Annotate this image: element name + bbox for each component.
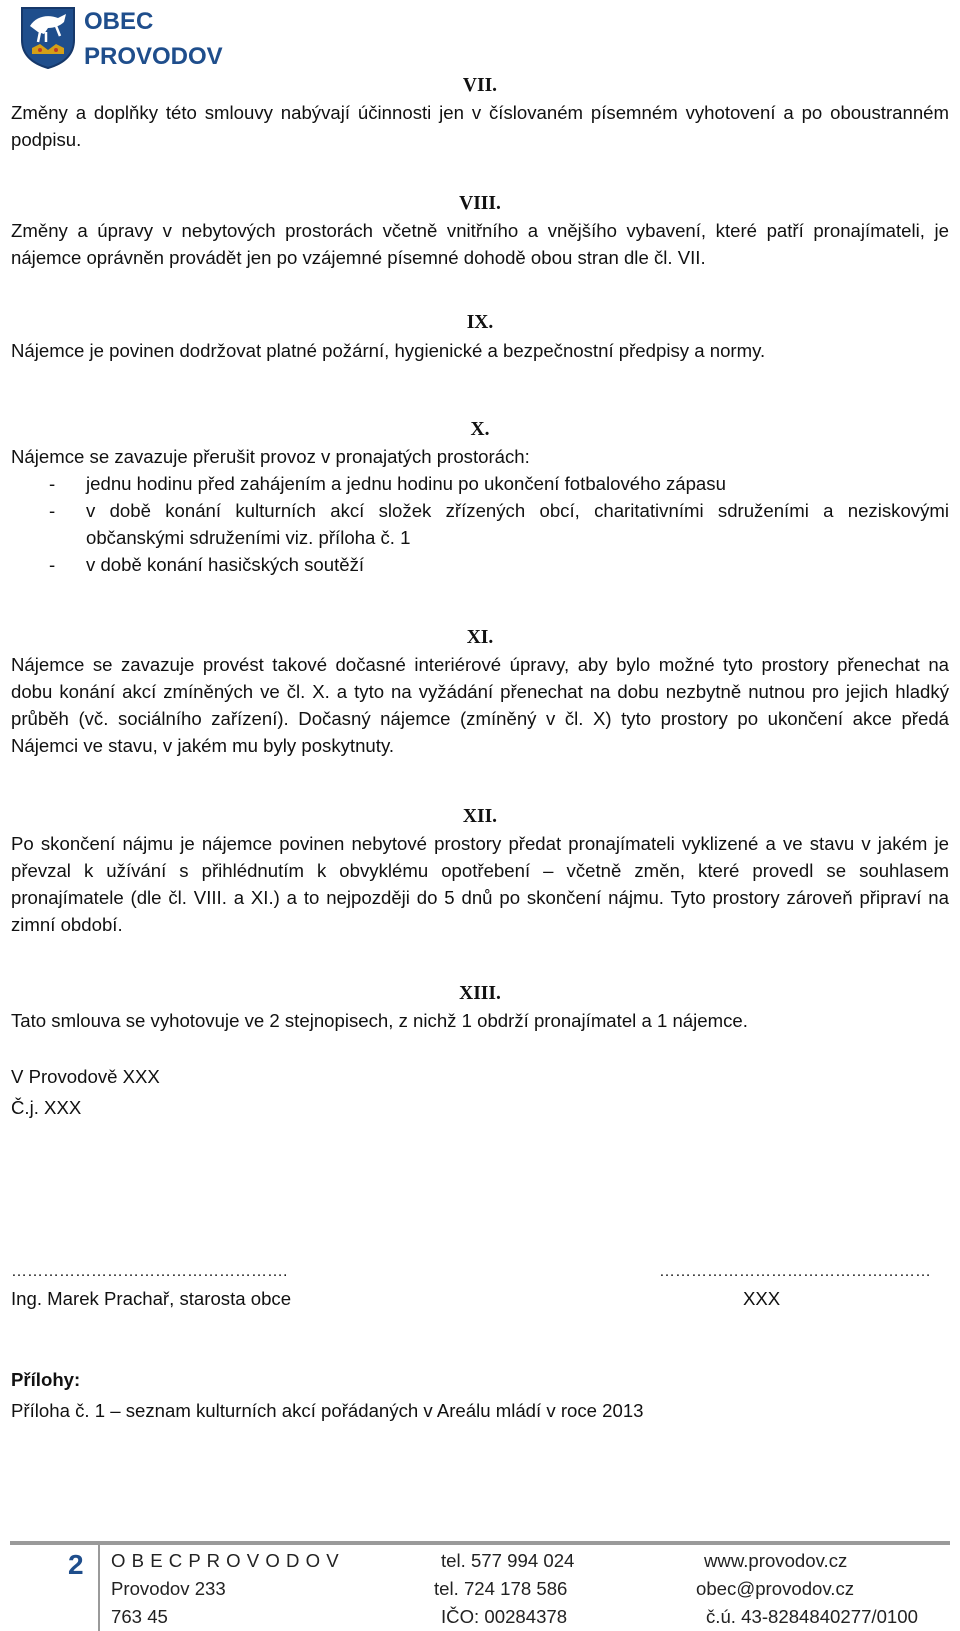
signature-line-right: …………………………………………… — [659, 1263, 931, 1280]
footer-email-link[interactable]: obec@provodov.cz — [696, 1578, 855, 1599]
footer-divider — [10, 1541, 950, 1545]
section-heading-10: X. — [470, 419, 490, 440]
section-heading-11: XI. — [466, 627, 494, 648]
footer-vertical-divider — [98, 1545, 100, 1631]
logo-line-1: OBEC — [84, 8, 154, 35]
logo-text — [84, 4, 223, 74]
list-item: - jednu hodinu před zahájením a jednu hodinu po ukončení fotbalového zápasu — [49, 473, 726, 494]
list-item: - v době konání hasičských soutěží — [49, 554, 365, 575]
signature-name-left: Ing. Marek Prachař, starosta obce — [11, 1288, 292, 1309]
footer-phone-2: tel. 724 178 586 — [434, 1578, 568, 1599]
section-text-7: Změny a doplňky této smlouvy nabývají účinnosti jen v číslovaném písemném vyhotovení a po oboustranném podpisu. — [11, 102, 949, 150]
section-heading-8: VIII. — [459, 193, 501, 214]
reference-number: Č.j. XXX — [11, 1097, 82, 1118]
section-text-12: Po skončení nájmu je nájemce povinen nebytové prostory předat pronajímateli vyklizené a ve stavu v jakém je převzal k užívání s přihlédnutím k obvyklému opotřebení – včetně změn, které provedl se souhlasem pronajímatele (dle čl. VIII. a XI.) a to nejpozději do 5 dnů po skončení nájmu. Tyto prostory zároveň připraví na zimní období. — [11, 833, 949, 935]
footer-website-link[interactable]: www.provodov.cz — [704, 1550, 848, 1571]
section-text-8: Změny a úpravy v nebytových prostorách včetně vnitřního a vnějšího vybavení, které patří pronajímateli, je nájemce oprávněn provádět jen po vzájemné písemné dohodě obou stran dle čl. VII. — [11, 220, 949, 268]
section-text-13: Tato smlouva se vyhotovuje ve 2 stejnopisech, z nichž 1 obdrží pronajímatel a 1 nájemce. — [11, 1010, 748, 1031]
list-item: - v době konání kulturních akcí složek zřízených obcí, charitativními sdruženími a neziskovými občanskými sdruženími viz. příloha č. 1 — [49, 500, 949, 548]
footer-bank-account: č.ú. 43-8284840277/0100 — [706, 1606, 918, 1627]
signature-line-left: ……………………………………………. — [11, 1263, 288, 1280]
section-heading-9: IX. — [466, 312, 494, 333]
place-date: V Provodově XXX — [11, 1066, 160, 1087]
section-list-10 — [11, 470, 949, 578]
section-heading-12: XII. — [462, 806, 498, 827]
logo-line-2: PROVODOV — [84, 43, 223, 70]
section-heading-7: VII. — [462, 75, 498, 96]
section-text-9: Nájemce je povinen dodržovat platné požární, hygienické a bezpečnostní předpisy a normy. — [11, 340, 766, 361]
footer-org-name: O B E C P R O V O D O V — [111, 1550, 340, 1571]
coat-of-arms-icon — [18, 4, 78, 70]
section-heading-13: XIII. — [459, 983, 501, 1004]
attachment-item: Příloha č. 1 – seznam kulturních akcí pořádaných v Areálu mládí v roce 2013 — [11, 1400, 644, 1421]
footer-address: Provodov 233 — [111, 1578, 226, 1599]
attachments-title: Přílohy: — [11, 1369, 81, 1390]
footer-phone-1: tel. 577 994 024 — [441, 1550, 575, 1571]
signature-name-right: XXX — [743, 1288, 781, 1309]
section-text-11: Nájemce se zavazuje provést takové dočasné interiérové úpravy, aby bylo možné tyto prostory přenechat na dobu konání akcí zmíněných ve čl. X. a tyto na vyžádání přenechat na dobu nezbytně nutnou pro jejich hladký průběh (vč. sociálního zařízení). Dočasný nájemce (zmíněný v čl. X) tyto prostory po ukončení akce předá Nájemci ve stavu, v jakém mu byly poskytnuty. — [11, 654, 949, 756]
footer-ico: IČO: 00284378 — [441, 1606, 568, 1627]
footer-zip: 763 45 — [111, 1606, 168, 1627]
section-text-10: Nájemce se zavazuje přerušit provoz v pronajatých prostorách: — [11, 446, 530, 467]
page-number: 2 — [68, 1549, 84, 1580]
